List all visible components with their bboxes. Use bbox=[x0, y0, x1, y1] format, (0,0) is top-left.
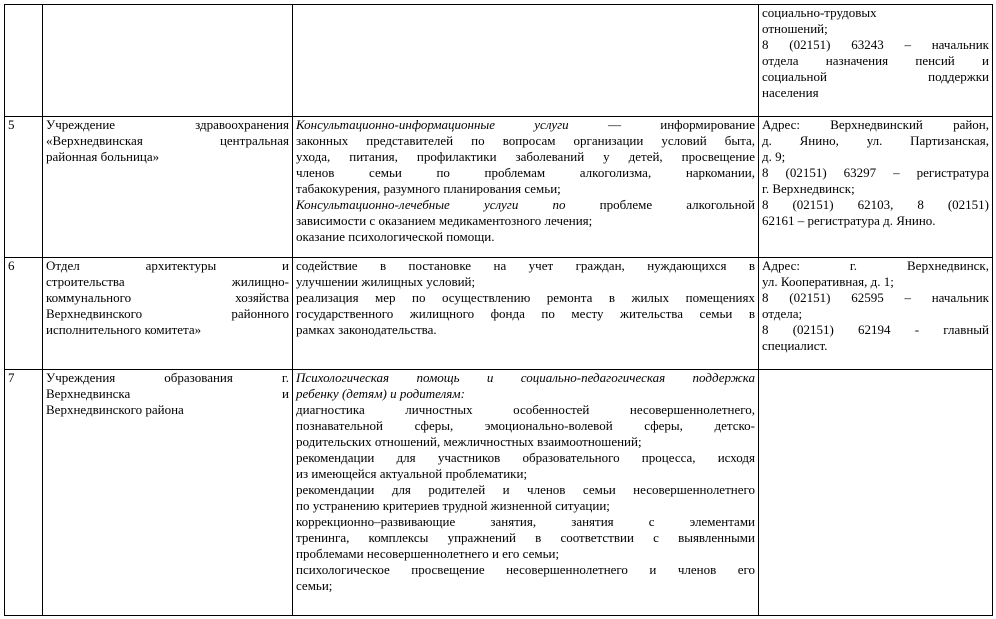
service-text: содействие в постановке на учет граждан, нуждающихся в bbox=[296, 258, 755, 273]
service-line bbox=[296, 213, 755, 229]
contact-line: 62161 – регистратура д. Янино. bbox=[762, 213, 936, 228]
service-line bbox=[296, 322, 755, 338]
service-text: ухода, питания, профилактики заболеваний у детей, просвещение bbox=[296, 149, 755, 164]
contact-line: Адрес: г. Верхнедвинск, bbox=[762, 258, 989, 273]
contact-line: 8 (02151) 62595 – начальник bbox=[762, 290, 989, 305]
service-line bbox=[296, 402, 755, 418]
service-text: познавательной сферы, эмоционально-волевой сферы, детско- bbox=[296, 418, 755, 433]
row-number-cell bbox=[5, 117, 43, 258]
service-text: рекомендации для родителей и членов семьи несовершеннолетнего bbox=[296, 482, 755, 497]
service-text: проблемами несовершеннолетнего и его семьи; bbox=[296, 546, 560, 561]
organization-line: Верхнедвинска и bbox=[46, 386, 289, 401]
table-row bbox=[5, 258, 993, 370]
organization-line: коммунального хозяйства bbox=[46, 290, 289, 305]
service-heading-text: ребенку (детям) и родителям: bbox=[296, 386, 465, 401]
service-text: тренинга, комплексы упражнений в соответствии с выявленными bbox=[296, 530, 755, 545]
service-text: диагностика личностных особенностей несовершеннолетнего, bbox=[296, 402, 755, 417]
service-line bbox=[296, 290, 755, 306]
service-line bbox=[296, 530, 755, 546]
service-text: рамках законодательства. bbox=[296, 322, 437, 337]
service-line bbox=[296, 450, 755, 466]
service-line bbox=[296, 229, 755, 245]
organization-cell bbox=[43, 258, 293, 370]
service-text: улучшении жилищных условий; bbox=[296, 274, 476, 289]
organization-cell bbox=[43, 117, 293, 258]
contacts-cell bbox=[759, 370, 993, 616]
contact-line: отдела; bbox=[762, 306, 803, 321]
organization-line: Учреждение здравоохранения bbox=[46, 117, 289, 132]
row-number: 5 bbox=[8, 117, 15, 132]
organization-line: Учреждения образования г. bbox=[46, 370, 289, 385]
service-text: коррекционно–развивающие занятия, занятия с элементами bbox=[296, 514, 755, 529]
service-text: проблеме алкогольной bbox=[565, 197, 755, 212]
contact-line: отдела назначения пенсий и bbox=[762, 53, 989, 68]
service-text: рекомендации для участников образовательного процесса, исходя bbox=[296, 450, 755, 465]
service-line bbox=[296, 514, 755, 530]
service-text: семьи; bbox=[296, 578, 333, 593]
service-line bbox=[296, 434, 755, 450]
organization-line: Верхнедвинского района bbox=[46, 402, 184, 417]
service-line bbox=[296, 482, 755, 498]
service-line bbox=[296, 306, 755, 322]
service-line bbox=[296, 165, 755, 181]
organization-line: Отдел архитектуры и bbox=[46, 258, 289, 273]
service-line bbox=[296, 466, 755, 482]
service-line bbox=[296, 117, 755, 133]
contact-line: Адрес: Верхнедвинский район, bbox=[762, 117, 989, 132]
service-heading-text: Консультационно-информационные услуги bbox=[296, 117, 569, 132]
service-line bbox=[296, 133, 755, 149]
services-cell bbox=[293, 258, 759, 370]
contact-line: социальной поддержки bbox=[762, 69, 989, 84]
contact-line: 8 (02151) 63297 – регистратура bbox=[762, 165, 989, 180]
row-number-cell bbox=[5, 370, 43, 616]
service-text: родительских отношений, межличностных взаимоотношений; bbox=[296, 434, 642, 449]
service-line bbox=[296, 258, 755, 274]
table-row bbox=[5, 117, 993, 258]
service-line bbox=[296, 418, 755, 434]
service-line bbox=[296, 386, 755, 402]
service-text: по устранению критериев трудной жизненной ситуации; bbox=[296, 498, 610, 513]
contact-line: 8 (02151) 62103, 8 (02151) bbox=[762, 197, 989, 212]
service-text: реализация мер по осуществлению ремонта в жилых помещениях bbox=[296, 290, 755, 305]
service-text: — информирование bbox=[568, 117, 755, 132]
organization-line: строительства жилищно- bbox=[46, 274, 289, 289]
contact-line: специалист. bbox=[762, 338, 828, 353]
service-heading-text: Консультационно-лечебные услуги по bbox=[296, 197, 566, 212]
services-table-body bbox=[5, 5, 993, 616]
organization-line: Верхнедвинского районного bbox=[46, 306, 289, 321]
service-heading-text: Психологическая помощь и социально-педагогическая поддержка bbox=[296, 370, 755, 385]
services-cell bbox=[293, 5, 759, 117]
row-number: 7 bbox=[8, 370, 15, 385]
row-number: 6 bbox=[8, 258, 15, 273]
services-cell bbox=[293, 117, 759, 258]
service-line bbox=[296, 370, 755, 386]
table-row bbox=[5, 370, 993, 616]
organization-cell bbox=[43, 370, 293, 616]
organization-cell bbox=[43, 5, 293, 117]
contact-line: ул. Кооперативная, д. 1; bbox=[762, 274, 894, 289]
service-text: государственного жилищного фонда по месту жительства семьи в bbox=[296, 306, 755, 321]
service-line bbox=[296, 546, 755, 562]
row-number-cell bbox=[5, 5, 43, 117]
service-line bbox=[296, 498, 755, 514]
service-text: оказание психологической помощи. bbox=[296, 229, 495, 244]
service-line bbox=[296, 562, 755, 578]
contact-line: 8 (02151) 63243 – начальник bbox=[762, 37, 989, 52]
contact-line: 8 (02151) 62194 - главный bbox=[762, 322, 989, 337]
contact-line: отношений; bbox=[762, 21, 828, 36]
services-cell bbox=[293, 370, 759, 616]
table-row bbox=[5, 5, 993, 117]
contacts-cell bbox=[759, 5, 993, 117]
organization-line: районная больница» bbox=[46, 149, 160, 164]
row-number-cell bbox=[5, 258, 43, 370]
service-line bbox=[296, 274, 755, 290]
organization-line: «Верхнедвинская центральная bbox=[46, 133, 289, 148]
contact-line: д. 9; bbox=[762, 149, 786, 164]
organization-line: исполнительного комитета» bbox=[46, 322, 202, 337]
service-text: членов семьи по проблемам алкоголизма, наркомании, bbox=[296, 165, 755, 180]
service-text: из имеющейся актуальной проблематики; bbox=[296, 466, 528, 481]
contact-line: социально-трудовых bbox=[762, 5, 877, 20]
service-text: зависимости с оказанием медикаментозного лечения; bbox=[296, 213, 593, 228]
service-line bbox=[296, 197, 755, 213]
service-text: психологическое просвещение несовершеннолетнего и членов его bbox=[296, 562, 755, 577]
services-table bbox=[4, 4, 993, 616]
contacts-cell bbox=[759, 258, 993, 370]
service-line bbox=[296, 578, 755, 594]
service-line bbox=[296, 181, 755, 197]
contact-line: г. Верхнедвинск; bbox=[762, 181, 855, 196]
service-text: законных представителей по вопросам организации условий быта, bbox=[296, 133, 755, 148]
contact-line: населения bbox=[762, 85, 819, 100]
contacts-cell bbox=[759, 117, 993, 258]
contact-line: д. Янино, ул. Партизанская, bbox=[762, 133, 989, 148]
service-text: табакокурения, разумного планирования семьи; bbox=[296, 181, 561, 196]
service-line bbox=[296, 149, 755, 165]
